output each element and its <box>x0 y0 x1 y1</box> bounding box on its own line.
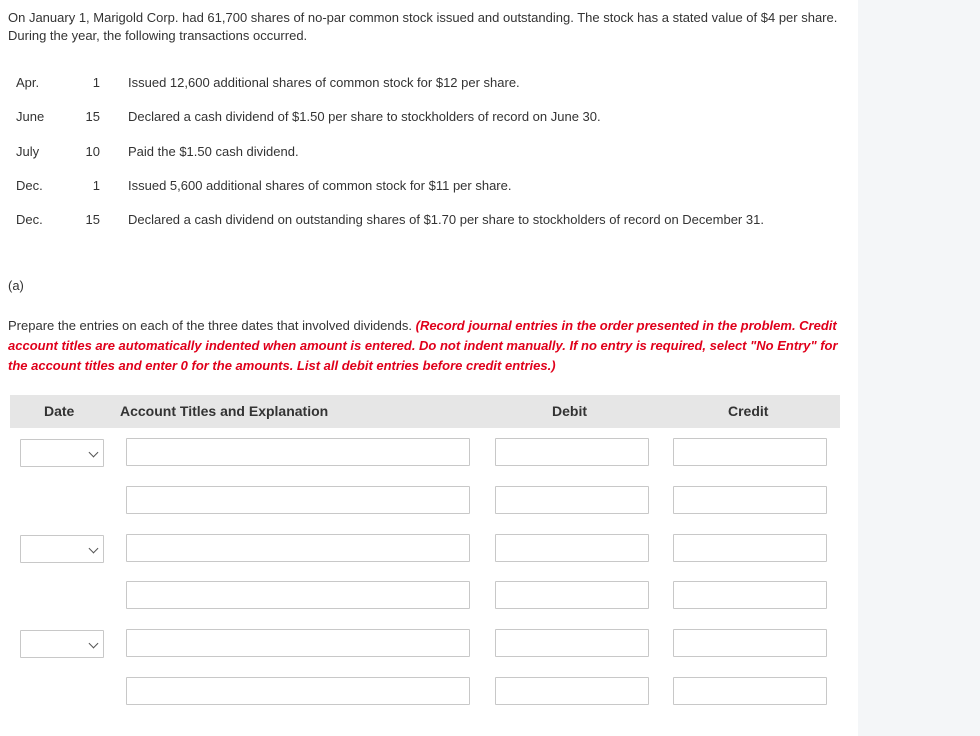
header-debit: Debit <box>552 403 587 419</box>
transaction-day: 15 <box>85 109 100 124</box>
header-account-titles: Account Titles and Explanation <box>120 403 329 419</box>
debit-amount-input[interactable] <box>495 677 649 705</box>
transaction-description: Declared a cash dividend of $1.50 per share to stockholders of record on June 30. <box>128 109 601 124</box>
debit-amount-input[interactable] <box>495 534 649 562</box>
problem-intro: On January 1, Marigold Corp. had 61,700 shares of no-par common stock issued and outstanding. The stock has a stated value of $4 per share. During the year, the following transactions occurred. <box>8 10 838 43</box>
transaction-month: July <box>16 144 40 159</box>
date-select[interactable] <box>20 439 104 467</box>
transaction-month: Dec. <box>16 178 43 193</box>
transaction-description: Issued 5,600 additional shares of common stock for $11 per share. <box>128 178 512 193</box>
instructions <box>8 316 850 376</box>
date-select[interactable] <box>20 630 104 658</box>
debit-amount-input[interactable] <box>495 581 649 609</box>
debit-amount-input[interactable] <box>495 486 649 514</box>
account-title-input[interactable] <box>126 486 470 514</box>
header-date: Date <box>44 403 75 419</box>
account-title-input[interactable] <box>126 534 470 562</box>
credit-amount-input[interactable] <box>673 629 827 657</box>
credit-amount-input[interactable] <box>673 581 827 609</box>
account-title-input[interactable] <box>126 581 470 609</box>
transaction-description: Issued 12,600 additional shares of common stock for $12 per share. <box>128 75 520 90</box>
transaction-description: Paid the $1.50 cash dividend. <box>128 144 299 159</box>
transaction-day: 1 <box>92 178 100 193</box>
account-title-input[interactable] <box>126 677 470 705</box>
header-credit: Credit <box>728 403 769 419</box>
transaction-month: Apr. <box>16 75 40 90</box>
journal-table-header <box>10 395 840 428</box>
instructions-note: (Record journal entries in the order presented in the problem. Credit account titles are automatically indented when amount is entered. Do not indent manually. If no entry is required, select "No Entry" for the account titles and enter 0 for the amounts. List all debit entries before credit entries.) <box>8 318 838 373</box>
chevron-down-icon <box>89 639 99 649</box>
part-label: (a) <box>8 278 24 293</box>
credit-amount-input[interactable] <box>673 677 827 705</box>
transaction-description: Declared a cash dividend on outstanding shares of $1.70 per share to stockholders of record on December 31. <box>128 212 764 227</box>
instructions-lead: Prepare the entries on each of the three dates that involved dividends. <box>8 318 412 333</box>
credit-amount-input[interactable] <box>673 438 827 466</box>
credit-amount-input[interactable] <box>673 486 827 514</box>
chevron-down-icon <box>89 544 99 554</box>
transaction-day: 10 <box>85 144 100 159</box>
debit-amount-input[interactable] <box>495 629 649 657</box>
date-select[interactable] <box>20 535 104 563</box>
transaction-day: 1 <box>92 75 100 90</box>
transaction-month: June <box>16 109 45 124</box>
account-title-input[interactable] <box>126 629 470 657</box>
account-title-input[interactable] <box>126 438 470 466</box>
credit-amount-input[interactable] <box>673 534 827 562</box>
chevron-down-icon <box>89 448 99 458</box>
side-panel-background <box>858 0 980 736</box>
debit-amount-input[interactable] <box>495 438 649 466</box>
transaction-month: Dec. <box>16 212 43 227</box>
transaction-day: 15 <box>85 212 100 227</box>
